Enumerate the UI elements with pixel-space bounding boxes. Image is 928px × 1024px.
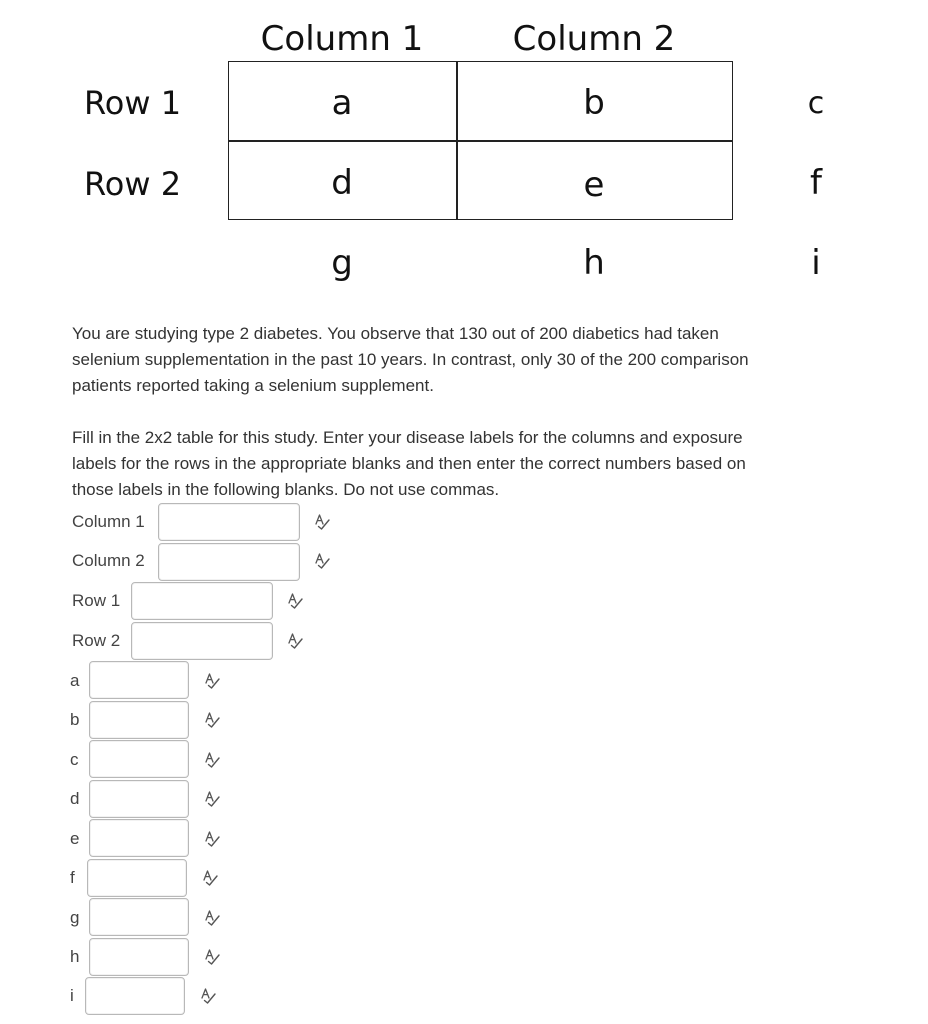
row1-input[interactable] [131, 582, 273, 620]
figure-row-2-label: Row 2 [84, 165, 182, 203]
figure-row-1-label: Row 1 [84, 84, 182, 122]
blank-label-g: g [70, 908, 80, 927]
blank-label-b: b [70, 710, 80, 729]
figure-cell-b: b [583, 83, 605, 123]
spellcheck-icon[interactable] [203, 672, 221, 690]
spellcheck-icon[interactable] [203, 751, 221, 769]
spellcheck-icon[interactable] [199, 987, 217, 1005]
blank-label-column1: Column 1 [72, 512, 145, 531]
spellcheck-icon[interactable] [313, 552, 331, 570]
cell-a-input[interactable] [89, 661, 189, 699]
blank-label-c: c [70, 750, 79, 769]
blank-label-column2: Column 2 [72, 551, 145, 570]
spellcheck-icon[interactable] [203, 711, 221, 729]
figure-cell-i: i [811, 243, 821, 283]
blank-label-a: a [70, 671, 80, 690]
table-figure [0, 0, 928, 300]
cell-f-input[interactable] [87, 859, 187, 897]
spellcheck-icon[interactable] [286, 592, 304, 610]
cell-d-input[interactable] [89, 780, 189, 818]
cell-g-input[interactable] [89, 898, 189, 936]
blank-label-e: e [70, 829, 80, 848]
figure-cell-f: f [810, 163, 822, 203]
figure-cell-g: g [331, 243, 353, 283]
figure-cell-c: c [807, 86, 825, 121]
figure-column-2-header: Column 2 [512, 19, 676, 59]
column2-input[interactable] [158, 543, 300, 581]
figure-cell-h: h [583, 243, 605, 283]
figure-grid [228, 61, 733, 220]
figure-cell-d: d [331, 163, 353, 203]
blank-label-i: i [70, 986, 74, 1005]
grid-divider-horizontal [229, 140, 732, 142]
spellcheck-icon[interactable] [203, 830, 221, 848]
row2-input[interactable] [131, 622, 273, 660]
spellcheck-icon[interactable] [203, 909, 221, 927]
blank-label-h: h [70, 947, 80, 966]
spellcheck-icon[interactable] [203, 948, 221, 966]
spellcheck-icon[interactable] [286, 632, 304, 650]
cell-e-input[interactable] [89, 819, 189, 857]
blank-label-f: f [70, 868, 75, 887]
spellcheck-icon[interactable] [203, 790, 221, 808]
spellcheck-icon[interactable] [201, 869, 219, 887]
question-scenario: You are studying type 2 diabetes. You observe that 130 out of 200 diabetics had taken selenium supplementation in the past 10 years. In contrast, only 30 of the 200 comparison patients reported taking a selenium supplement. [72, 324, 749, 395]
cell-c-input[interactable] [89, 740, 189, 778]
cell-i-input[interactable] [85, 977, 185, 1015]
cell-h-input[interactable] [89, 938, 189, 976]
figure-column-1-header: Column 1 [260, 19, 424, 59]
cell-b-input[interactable] [89, 701, 189, 739]
column1-input[interactable] [158, 503, 300, 541]
spellcheck-icon[interactable] [313, 513, 331, 531]
blank-label-row1: Row 1 [72, 591, 121, 610]
figure-cell-e: e [583, 165, 605, 205]
blank-label-d: d [70, 789, 80, 808]
question-instructions: Fill in the 2x2 table for this study. Enter your disease labels for the columns and exposure labels for the rows in the appropriate blanks and then enter the correct numbers based on those labels in the following blanks. Do not use commas. [72, 428, 746, 499]
figure-cell-a: a [331, 83, 353, 123]
blank-label-row2: Row 2 [72, 631, 121, 650]
